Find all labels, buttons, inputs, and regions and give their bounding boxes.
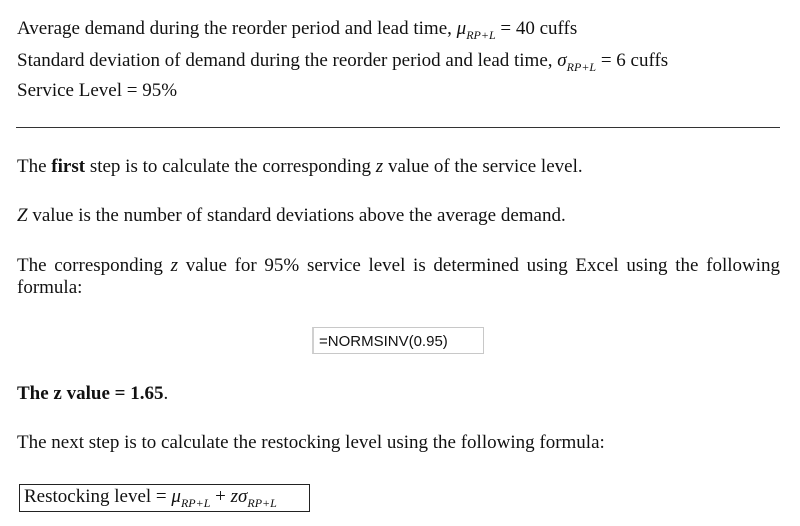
- zexcel-zvar: z: [170, 255, 179, 276]
- mu-symbol: μ: [456, 18, 467, 39]
- restocking-formula-box: [19, 484, 310, 512]
- step1-post: value of the service level.: [387, 156, 583, 177]
- step1-pre: The: [17, 156, 47, 177]
- zexcel-pre: The corresponding: [17, 255, 163, 276]
- restock-sub2: RP+L: [247, 496, 277, 510]
- zdef-text: value is the number of standard deviations above the average demand.: [32, 205, 566, 226]
- divider: [16, 127, 780, 128]
- avg-demand-value: = 40 cuffs: [500, 18, 578, 39]
- step2-paragraph: The next step is to calculate the restocking level using the following formula:: [17, 432, 605, 453]
- zexcel-post: value for 95% service level is determined using Excel using the following formula:: [17, 255, 781, 298]
- restock-sub1: RP+L: [180, 496, 211, 510]
- restock-label: Restocking level =: [24, 486, 167, 507]
- z-result-bold: The z value = 1.65: [17, 383, 164, 404]
- avg-demand-line: [17, 18, 577, 41]
- service-level-line: Service Level = 95%: [17, 80, 178, 101]
- z-result-tail: .: [163, 383, 169, 404]
- std-dev-label: Standard deviation of demand during the reorder period and lead time,: [17, 50, 553, 71]
- sigma-symbol: σ: [557, 50, 567, 71]
- restock-z: z: [230, 486, 238, 507]
- restock-sigma: σ: [238, 486, 248, 507]
- step1-paragraph: [17, 156, 583, 178]
- zdef-zvar: Z: [17, 205, 28, 226]
- restock-mu: μ: [171, 486, 181, 507]
- sigma-subscript: RP+L: [566, 60, 597, 74]
- std-dev-value: = 6 cuffs: [600, 50, 669, 71]
- zdef-paragraph: [17, 205, 566, 227]
- restock-plus: +: [215, 486, 226, 507]
- mu-subscript: RP+L: [466, 28, 496, 42]
- step1-zvar: z: [375, 156, 384, 177]
- step1-bold: first: [51, 156, 86, 177]
- avg-demand-label: Average demand during the reorder period and lead time,: [17, 18, 452, 39]
- zexcel-paragraph: [17, 255, 780, 299]
- std-dev-line: [17, 50, 668, 73]
- excel-formula-cell: =NORMSINV(0.95): [312, 327, 484, 354]
- z-result-line: [17, 383, 168, 405]
- step1-mid: step is to calculate the corresponding: [89, 156, 372, 177]
